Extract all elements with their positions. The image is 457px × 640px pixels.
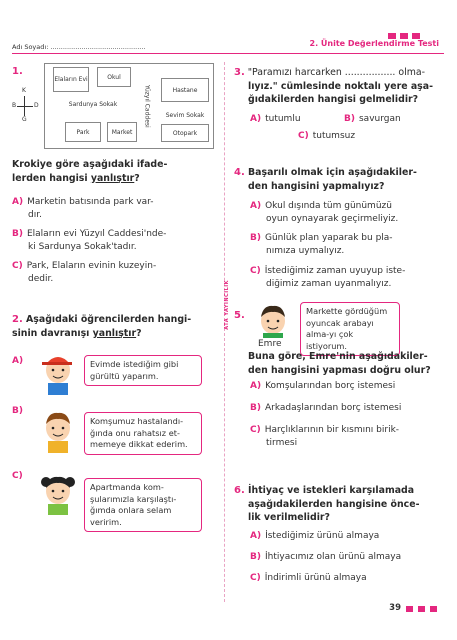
q2-stem: 2. Aşağıdaki öğrencilerden hangi- sinin davranışı yanlıştır?: [12, 314, 192, 339]
compass-rose: [12, 87, 40, 124]
map-market: Market: [107, 122, 137, 142]
map-yuzyil-caddesi: Yüzyıl Caddesi: [143, 84, 151, 128]
q3-option-b[interactable]: B) savurgan: [344, 114, 401, 124]
q1-map: [44, 63, 214, 149]
boy-with-cap-icon: [38, 350, 78, 396]
q2-option-b[interactable]: B): [12, 406, 23, 416]
q6-stem: 6. İhtiyaç ve istekleri karşılamada aşağıdakilerden hangisine önce- lik verilmelidir?: [234, 485, 420, 523]
girl-icon: [38, 470, 78, 516]
q3-stem: 3. "Paramızı harcarken ................. olma- lıyız." cümlesinde noktalı yere aşa- ğıdakilerden hangisi gelmelidir?: [234, 67, 433, 105]
compass-south: G: [22, 116, 27, 123]
q1-option-a[interactable]: A) Marketin batısında park var- dır.: [12, 197, 154, 220]
map-elalar-evi: Elaların Evi: [53, 67, 89, 92]
q5-bubble: Markette gördüğüm oyuncak arabayı alma-yı çok istiyorum.: [300, 302, 400, 356]
q4-option-a[interactable]: A) Okul dışında tüm günümüzü oyun oynayarak geçirmeliyiz.: [250, 201, 399, 224]
student-name-line: Adı Soyadı: ..............................................: [12, 43, 146, 51]
map-okul: Okul: [97, 67, 131, 87]
q1-stem: Krokiye göre aşağıdaki ifade- lerden hangisi yanlıştır?: [12, 159, 168, 184]
q1-number: 1.: [12, 66, 23, 77]
q2-bubble-c: Apartmanda kom-şularımızla karşılaştı-ğımda onlara selam veririm.: [84, 478, 202, 532]
q1-option-c[interactable]: C) Park, Elaların evinin kuzeyin- dedir.: [12, 261, 157, 284]
q5-option-c[interactable]: C) Harçlıklarının bir kısmını birik- tirmesi: [250, 425, 400, 448]
q6-option-b[interactable]: B) İhtiyacımız olan ürünü almaya: [250, 552, 402, 562]
column-divider: [224, 62, 225, 602]
map-sevim-sokak: Sevim Sokak: [165, 111, 205, 119]
emre-boy-icon: [252, 302, 294, 338]
q2-option-c[interactable]: C): [12, 471, 23, 481]
q4-option-c[interactable]: C) İstediğimiz zaman uyuyup iste- diğimiz zaman uyanmalıyız.: [250, 266, 406, 289]
map-hastane: Hastane: [161, 78, 209, 102]
q5-name-label: Emre: [258, 339, 282, 349]
q3-option-c[interactable]: C) tutumsuz: [298, 131, 356, 141]
q5-number: 5.: [234, 310, 245, 321]
q4-stem: 4. Başarılı olmak için aşağıdakiler- den hangisini yapmalıyız?: [234, 167, 417, 192]
header-divider: [12, 53, 444, 54]
q1-option-b[interactable]: B) Elaların evi Yüzyıl Caddesi'nde- ki Sardunya Sokak'tadır.: [12, 229, 167, 252]
boy-icon: [38, 408, 78, 454]
compass-west: B: [12, 102, 17, 109]
q5-option-a[interactable]: A) Komşularından borç istemesi: [250, 381, 396, 391]
compass-north: K: [22, 87, 26, 94]
q6-option-a[interactable]: A) İstediğimiz ürünü almaya: [250, 531, 380, 541]
page-number: 39: [389, 603, 401, 613]
map-park: Park: [65, 122, 101, 142]
footer-decor: [430, 606, 437, 612]
q4-option-b[interactable]: B) Günlük plan yaparak bu pla- nımıza uymalıyız.: [250, 233, 393, 256]
q2-option-a[interactable]: A): [12, 356, 24, 366]
q2-bubble-b: Komşumuz hastalandı-ğında onu rahatsız et-memeye dikkat ederim.: [84, 412, 202, 455]
q2-bubble-a: Evimde istediğim gibi gürültü yaparım.: [84, 355, 202, 386]
page-title: 2. Ünite Değerlendirme Testi: [309, 39, 439, 48]
footer-decor: [406, 606, 413, 612]
q3-option-a[interactable]: A) tutumlu: [250, 114, 301, 124]
map-otopark: Otopark: [161, 124, 209, 142]
brand-vertical: ATA YAYINCILIK: [224, 280, 230, 330]
map-sardunya-sokak: Sardunya Sokak: [68, 100, 118, 108]
compass-east: D: [34, 102, 39, 109]
q5-stem: Buna göre, Emre'nin aşağıdakiler- den hangisini yapması doğru olur?: [248, 351, 431, 376]
footer-decor: [418, 606, 425, 612]
q6-option-c[interactable]: C) İndirimli ürünü almaya: [250, 573, 367, 583]
q5-option-b[interactable]: B) Arkadaşlarından borç istemesi: [250, 403, 402, 413]
compass-we-line: [17, 106, 33, 107]
